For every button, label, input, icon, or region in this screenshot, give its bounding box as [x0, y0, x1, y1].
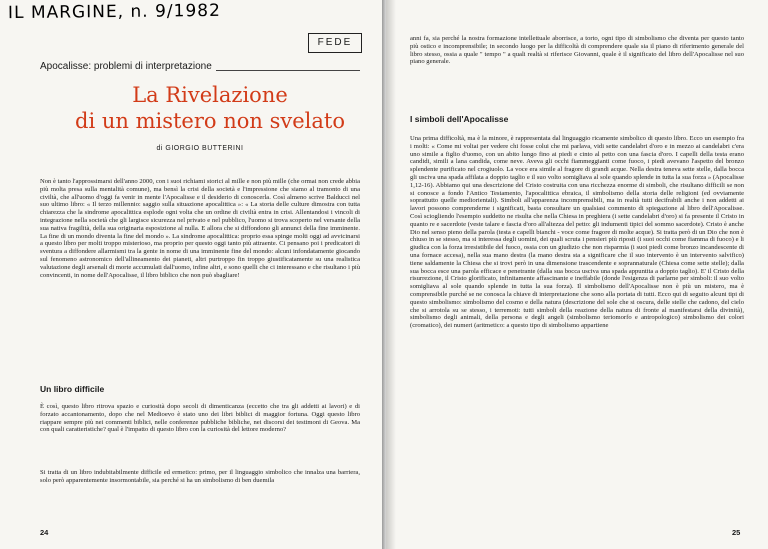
left-page [0, 0, 382, 549]
subheading-difficult-book: Un libro difficile [40, 384, 105, 394]
section-tag: FEDE [308, 33, 362, 53]
intro-paragraph: Non è tanto l'approssimarsi dell'anno 2000, con i suoi richiami storici al mille e non più mille (che ormai non crede abbia più molta presa sulla mentalità comune), ma bensì la crisi della società e l'impressione che siamo al tramonto di una civiltà, che all'uomo d'oggi fa venir in mente l'Apocalisse e il desiderio di conoscerla. Così almeno scrive Balducci nel suo ultimo libro: « Il terzo millennio: saggio sulla situazione apocalittica »: « La storia delle culture dimostra con tutta chiarezza che la sindrome apocalittica esplode ogni volta che un ordine di civiltà entra in crisi. Allentandosi i vincoli di integrazione nella società che gli largisce sicurezza nel privato e nel pubblico, l'uomo si trova scoperto nel versante della sua nativa fragilità, della sua originaria esposizione al nulla. E allora che si diffondono gli annunci della fine imminente. La fine di un mondo diventa la fine del mondo ». La sindrome apocalittica: proprio essa spinge molti oggi ad avvicinarsi a questo libro per molti troppo misterioso, ma proprio per questo oggi tanto più attraente. Ci pensano poi i predicatori di sventura a diffondere allarmismi tra la gente in nome di una imminente fine del mondo: alcuni infondatamente giocando sul fenomeno astronomico dell'allineamento dei pianeti, altri purtroppo fin troppo giustificatamente su una realistica valutazione degli arsenali di morte accumulati dall'uomo, infine altri, e sono quelli che ci interessano e che risultano i più convincenti, in nome dell'Apocalisse, il libro biblico che non può sbagliare! [40, 178, 360, 279]
paragraph-2: È così, questo libro ritrova spazio e curiosità dopo secoli di dimenticanza (eccetto che tra gli addetti ai lavori) e di forzato accantonamento, dopo che nel Medioevo è stato uno dei libri biblici di maggior fortuna. Oggi questo libro riappare sempre più nei commenti biblici, nelle conferenze pubbliche bibliche, nei discorsi dei testimoni di Geova. Ma con quali caratteristiche? qual è l'impatto di questo libro con la curiosità del lettore moderno? [40, 403, 360, 434]
title-line-2: di un mistero non svelato [75, 109, 345, 133]
article-title [60, 82, 360, 134]
page-number-right: 25 [732, 528, 741, 537]
author-byline: di GIORGIO BUTTERINI [156, 145, 244, 152]
series-label: Apocalisse: problemi di interpretazione [40, 61, 216, 72]
symbols-paragraph: Una prima difficoltà, ma è la minore, è rappresentata dal linguaggio ricamente simbolico di questo libro. Ecco un esempio fra i molti: « Come mi voltai per vedere chi fosse colui che mi parlava, vidi sette candelabri d'oro e in mezzo ai candelabri c'era uno simile a figlio d'uomo, con un abito lungo fino ai piedi e cinto al petto con una fascia d'oro. I capelli della testa erano candidi, simili a lana candida, come neve. Aveva gli occhi fiammeggianti come fuoco, i piedi avevano l'aspetto del bronzo splendente purificato nel crogiuolo. La voce era simile al fragore di grandi acque. Nella destra teneva sette stelle, dalla bocca gli usciva una spada affilata a doppio taglio e il suo volto somigliava al sole quando splende in tutta la sua forza » (Apocalisse 1,12-16). Abbiamo qui una descrizione del Cristo costruita con una ricchezza enorme di simboli, che risultano difficili se non si conosce a fondo l'Antico Testamento, l'apocalittica ebraica, il simbolismo della storia delle religioni (ed ovviamente soprattutto quelle mediorientali). Simboli all'apparenza incomprensibili, ma in realtà tutti decifrabili anche i non addetti ai lavori possono comprenderne i significati, basta consultare un qualsiasi commento di spiegazione al libro dell'Apocalisse. Così sciogliendo l'esempio suddetto ne risulta che nella Chiesa in preghiera (i sette candelabri d'oro) si fa presente il Cristo in quanto re e sacerdote (veste talare e fascia d'oro all'altezza del petto: gli indumenti tipici del sommo sacerdote). Cristo è anche Dio nel senso pieno della parola (testa e capelli bianchi - voce come fragore di molte acque). Si tratta però di un Dio che non è chiuso in se stesso, ma si interessa degli uomini, dei quali scruta i pensieri più riposti (i suoi occhi come fiamma di fuoco) e li giudica con la forza irresistibile del fuoco, ossia con un giudizio che non risparmia (i suoi piedi come bronzo incandescente di una fornace accesa), nella sua mano destra (la mano destra sta a significare che il suo intervento è un intervento salvifico) tiene saldamente la Chiesa che si trovi però in una dimensione trascendente e soprannaturale (Chiesa come sette stelle); dalla sua bocca esce una parola efficace e penetrante (dalla sua bocca usciva una spada appuntita a doppio taglio). E' il Cristo della risurrezione, il Cristo glorificato, infinitamente affascinante e ineffabile (donde l'esigenza di parlarne per simboli: il suo volto somigliava al sole quando splende in tutta la sua forza). Il simbolismo dell'Apocalisse non è più un mistero, ma è comprensibile purché se ne conosca la chiave di interpretazione che sono alla portata di tutti. Ecco qui di seguito alcuni tipi di questo simbolismo: simbolismo del cosmo e della natura (descrizione del sole che si oscura, delle stelle che cadono, del cielo che si arrotola su se stesso, i terremoti: tutti simboli della reazione della natura di fronte al manifestarsi della divinità), simbolismo degli animali, della persona e degli angeli (simbolismo teriomorfo e antropologico) simbolismo dei colori (cromatico), dei numeri (aritmetico: a questo tipo di simbolismo appartiene [410, 135, 744, 330]
opening-paragraph: anni fa, sia perché la nostra formazione intellettuale aborrisce, a torto, ogni tipo di simbolismo che diventa per questo tanto più ostico e incomprensibile; in secondo luogo per la difficoltà di comprendere quale sia il piano di riferimento generale del libro stesso, ossia a quale " tempo " a quali realtà si riferisce Giovanni, quale è il significato del libro dell'Apocalisse nel suo piano generale. [410, 35, 744, 66]
right-page [386, 0, 768, 549]
paragraph-3: Si tratta di un libro indubitabilmente difficile ed ermetico: primo, per il linguaggio simbolico che innalza una barriera, solo però apparentemente insormontabile, sia perché si ha un simbolismo di ben duemila [40, 469, 360, 484]
gutter-shadow [386, 0, 396, 549]
subheading-symbols: I simboli dell'Apocalisse [410, 114, 509, 124]
page-number-left: 24 [40, 528, 49, 537]
title-line-1: La Rivelazione [132, 83, 288, 107]
handwritten-note: IL MARGINE, n. 9/1982 [7, 0, 221, 24]
